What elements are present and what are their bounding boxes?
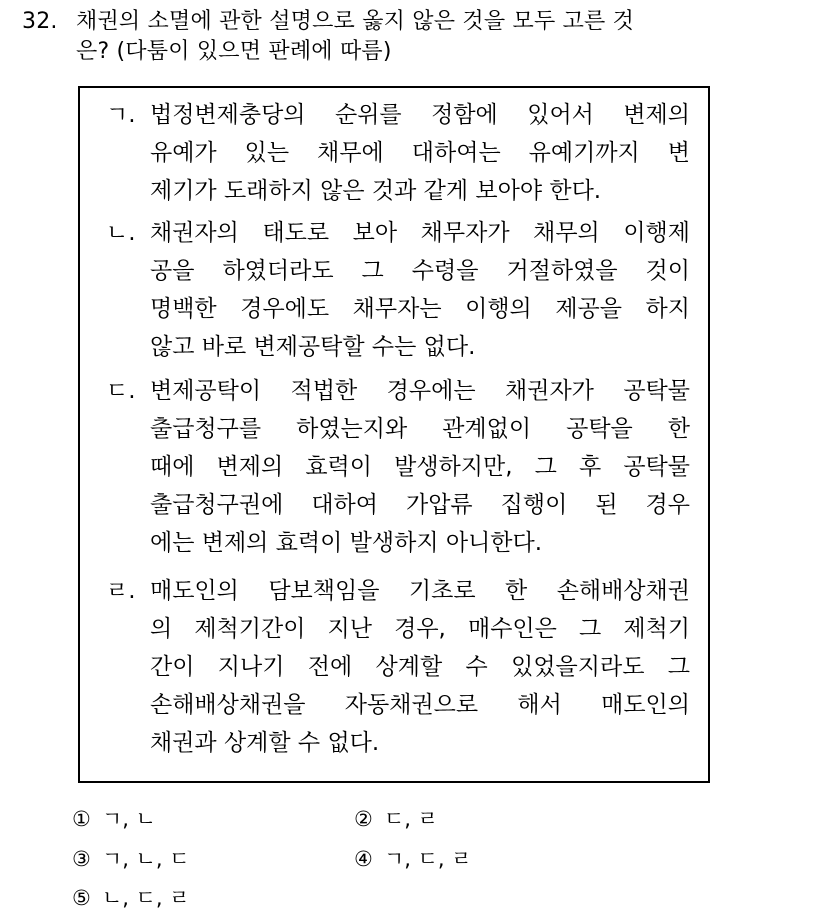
statement-line: 법정변제충당의 순위를 정함에 있어서 변제의 <box>150 102 690 128</box>
question-number: 32. <box>22 9 58 34</box>
choice-5[interactable] <box>72 884 190 912</box>
statement-mark: ㄷ. <box>106 378 136 404</box>
statement-line: 손해배상채권을 자동채권으로 해서 매도인의 <box>150 692 690 718</box>
question-text-2: 은? (다툼이 있으면 판례에 따름) <box>76 39 392 64</box>
choice-text: ㄱ, ㄴ <box>102 807 156 831</box>
choice-4[interactable] <box>354 845 472 873</box>
choice-2[interactable] <box>354 805 438 833</box>
choice-3[interactable] <box>72 845 190 873</box>
statement-line: 명백한 경우에도 채무자는 이행의 제공을 하지 <box>150 296 690 322</box>
choice-text: ㄱ, ㄴ, ㄷ <box>102 847 190 871</box>
choice-number: ③ <box>72 847 91 871</box>
statement-box <box>78 86 710 783</box>
statement-mark: ㄱ. <box>106 102 136 128</box>
choice-1[interactable] <box>72 805 156 833</box>
statement-line: 출급청구를 하였는지와 관계없이 공탁을 한 <box>150 416 690 442</box>
choice-number: ⑤ <box>72 886 91 910</box>
question-text-1: 채권의 소멸에 관한 설명으로 옳지 않은 것을 모두 고른 것 <box>76 9 635 34</box>
statement-line: 공을 하였더라도 그 수령을 거절하였을 것이 <box>150 258 690 284</box>
statement-line: 채권과 상계할 수 없다. <box>150 730 380 756</box>
choice-text: ㄱ, ㄷ, ㄹ <box>384 847 472 871</box>
statement-line: 의 제척기간이 지난 경우, 매수인은 그 제척기 <box>150 616 690 642</box>
choice-number: ② <box>354 807 373 831</box>
statement-line: 변제공탁이 적법한 경우에는 채권자가 공탁물 <box>150 378 690 404</box>
choice-text: ㄴ, ㄷ, ㄹ <box>102 886 190 910</box>
statement-line: 유예가 있는 채무에 대하여는 유예기까지 변 <box>150 140 690 166</box>
statement-line: 출급청구권에 대하여 가압류 집행이 된 경우 <box>150 492 690 518</box>
question-line-1 <box>22 8 634 36</box>
statement-line: 때에 변제의 효력이 발생하지만, 그 후 공탁물 <box>150 454 690 480</box>
statement-line: 제기가 도래하지 않은 것과 같게 보아야 한다. <box>150 178 602 204</box>
choice-text: ㄷ, ㄹ <box>384 807 438 831</box>
statement-line: 채권자의 태도로 보아 채무자가 채무의 이행제 <box>150 220 690 246</box>
statement-mark: ㄴ. <box>106 220 136 246</box>
choice-number: ① <box>72 807 91 831</box>
statement-line: 에는 변제의 효력이 발생하지 아니한다. <box>150 530 543 556</box>
statement-line: 매도인의 담보책임을 기초로 한 손해배상채권 <box>150 578 690 604</box>
statement-line: 않고 바로 변제공탁할 수는 없다. <box>150 334 476 360</box>
choice-number: ④ <box>354 847 373 871</box>
statement-mark: ㄹ. <box>106 578 136 604</box>
statement-line: 간이 지나기 전에 상계할 수 있었을지라도 그 <box>150 654 690 680</box>
